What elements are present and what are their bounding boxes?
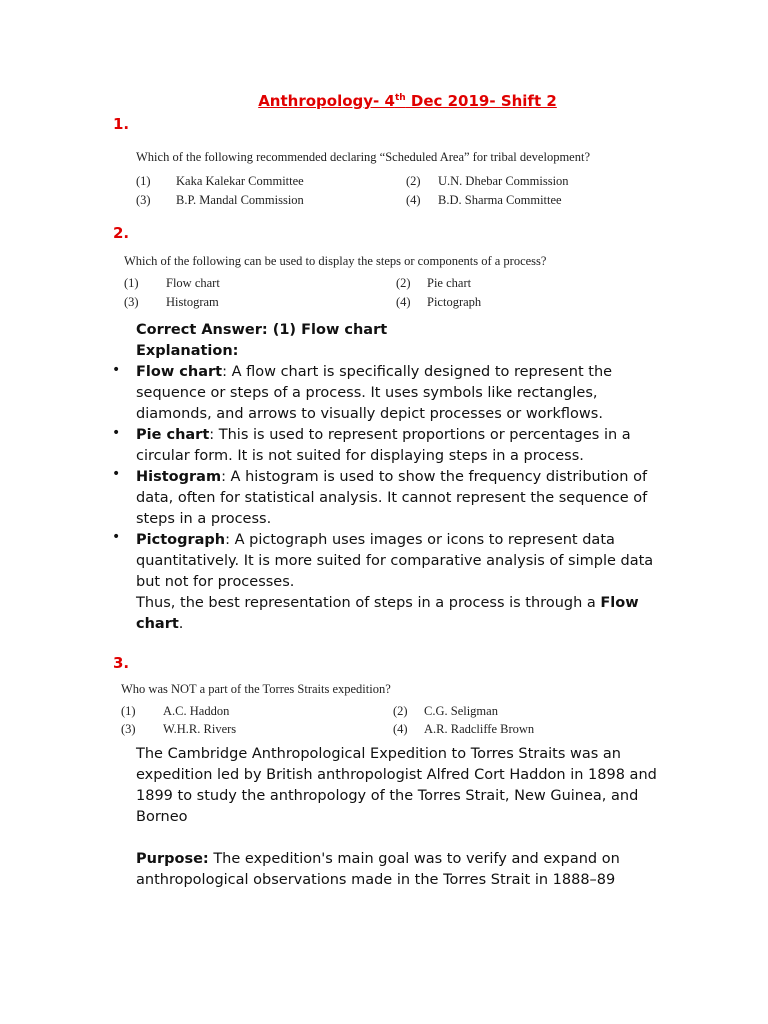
question-1-block bbox=[136, 150, 696, 210]
bullet-dot: • bbox=[112, 425, 121, 441]
q1-option-3: (3) B.P. Mandal Commission bbox=[136, 193, 304, 207]
explanation-label: Explanation: bbox=[136, 343, 239, 359]
bullet-flow-chart-line-2: sequence or steps of a process. It uses symbols like rectangles, bbox=[136, 385, 598, 401]
purpose-line-2: anthropological observations made in the Torres Strait in 1888–89 bbox=[136, 872, 616, 888]
q3-option-3: (3) W.H.R. Rivers bbox=[121, 722, 237, 736]
q2-option-2: (2) Pie chart bbox=[396, 276, 472, 290]
bullet-flow-chart: Flow chart: A flow chart is specifically designed to represent the bbox=[136, 364, 613, 380]
conclusion: Thus, the best representation of steps in a process is through a Flow bbox=[136, 595, 639, 611]
q3-option-1: (1) A.C. Haddon bbox=[121, 704, 230, 718]
question-2-block bbox=[124, 254, 684, 314]
q2-option-3: (3) Histogram bbox=[124, 295, 219, 309]
q3-purpose bbox=[136, 849, 696, 891]
question-3-number: 3. bbox=[113, 654, 130, 672]
q1-option-4: (4) B.D. Sharma Committee bbox=[406, 193, 562, 207]
bullet-pictograph-line-3: but not for processes. bbox=[136, 574, 295, 590]
bullet-histogram-line-2: data, often for statistical analysis. It cannot represent the sequence of bbox=[136, 490, 648, 506]
question-1-number: 1. bbox=[113, 115, 130, 133]
bullet-histogram-line-3: steps in a process. bbox=[136, 511, 272, 527]
bullet-pie-chart: Pie chart: This is used to represent proportions or percentages in a bbox=[136, 427, 631, 443]
bullet-pictograph: Pictograph: A pictograph uses images or icons to represent data bbox=[136, 532, 615, 548]
correct-answer: Correct Answer: (1) Flow chart bbox=[136, 322, 388, 338]
question-3-text: Who was NOT a part of the Torres Straits expedition? bbox=[121, 682, 391, 696]
bullet-dot: • bbox=[112, 529, 121, 545]
bullet-dot: • bbox=[112, 362, 121, 378]
question-2-number: 2. bbox=[113, 224, 130, 242]
bullet-flow-chart-line-3: diamonds, and arrows to visually depict processes or workflows. bbox=[136, 406, 603, 422]
bullet-histogram: Histogram: A histogram is used to show the frequency distribution of bbox=[136, 469, 648, 485]
conclusion-line-2: chart. bbox=[136, 616, 184, 632]
bullet-pie-chart-line-2: circular form. It is not suited for displaying steps in a process. bbox=[136, 448, 584, 464]
paragraph-line: The Cambridge Anthropological Expedition to Torres Straits was an bbox=[136, 746, 621, 762]
question-2-text: Which of the following can be used to display the steps or components of a process? bbox=[124, 254, 547, 268]
q3-option-4: (4) A.R. Radcliffe Brown bbox=[393, 722, 535, 736]
purpose-line-1: Purpose: The expedition's main goal was to verify and expand on bbox=[136, 851, 620, 867]
q2-option-1: (1) Flow chart bbox=[124, 276, 220, 290]
paragraph-line: 1899 to study the anthropology of the Torres Strait, New Guinea, and bbox=[136, 788, 639, 804]
question-1-text: Which of the following recommended declaring “Scheduled Area” for tribal development? bbox=[136, 150, 590, 164]
q3-paragraph bbox=[136, 744, 696, 828]
bullet-dot: • bbox=[112, 466, 121, 482]
paragraph-line: expedition led by British anthropologist Alfred Cort Haddon in 1898 and bbox=[136, 767, 657, 783]
paragraph-line: Borneo bbox=[136, 809, 188, 825]
q2-answer-block bbox=[136, 320, 696, 635]
question-3-block bbox=[121, 682, 681, 742]
q1-option-1: (1) Kaka Kalekar Committee bbox=[136, 174, 304, 188]
bullet-pictograph-line-2: quantitatively. It is more suited for comparative analysis of simple data bbox=[136, 553, 654, 569]
page-title: Anthropology- 4th Dec 2019- Shift 2 bbox=[258, 92, 557, 110]
q2-option-4: (4) Pictograph bbox=[396, 295, 482, 309]
q1-option-2: (2) U.N. Dhebar Commission bbox=[406, 174, 569, 188]
q3-option-2: (2) C.G. Seligman bbox=[393, 704, 498, 718]
